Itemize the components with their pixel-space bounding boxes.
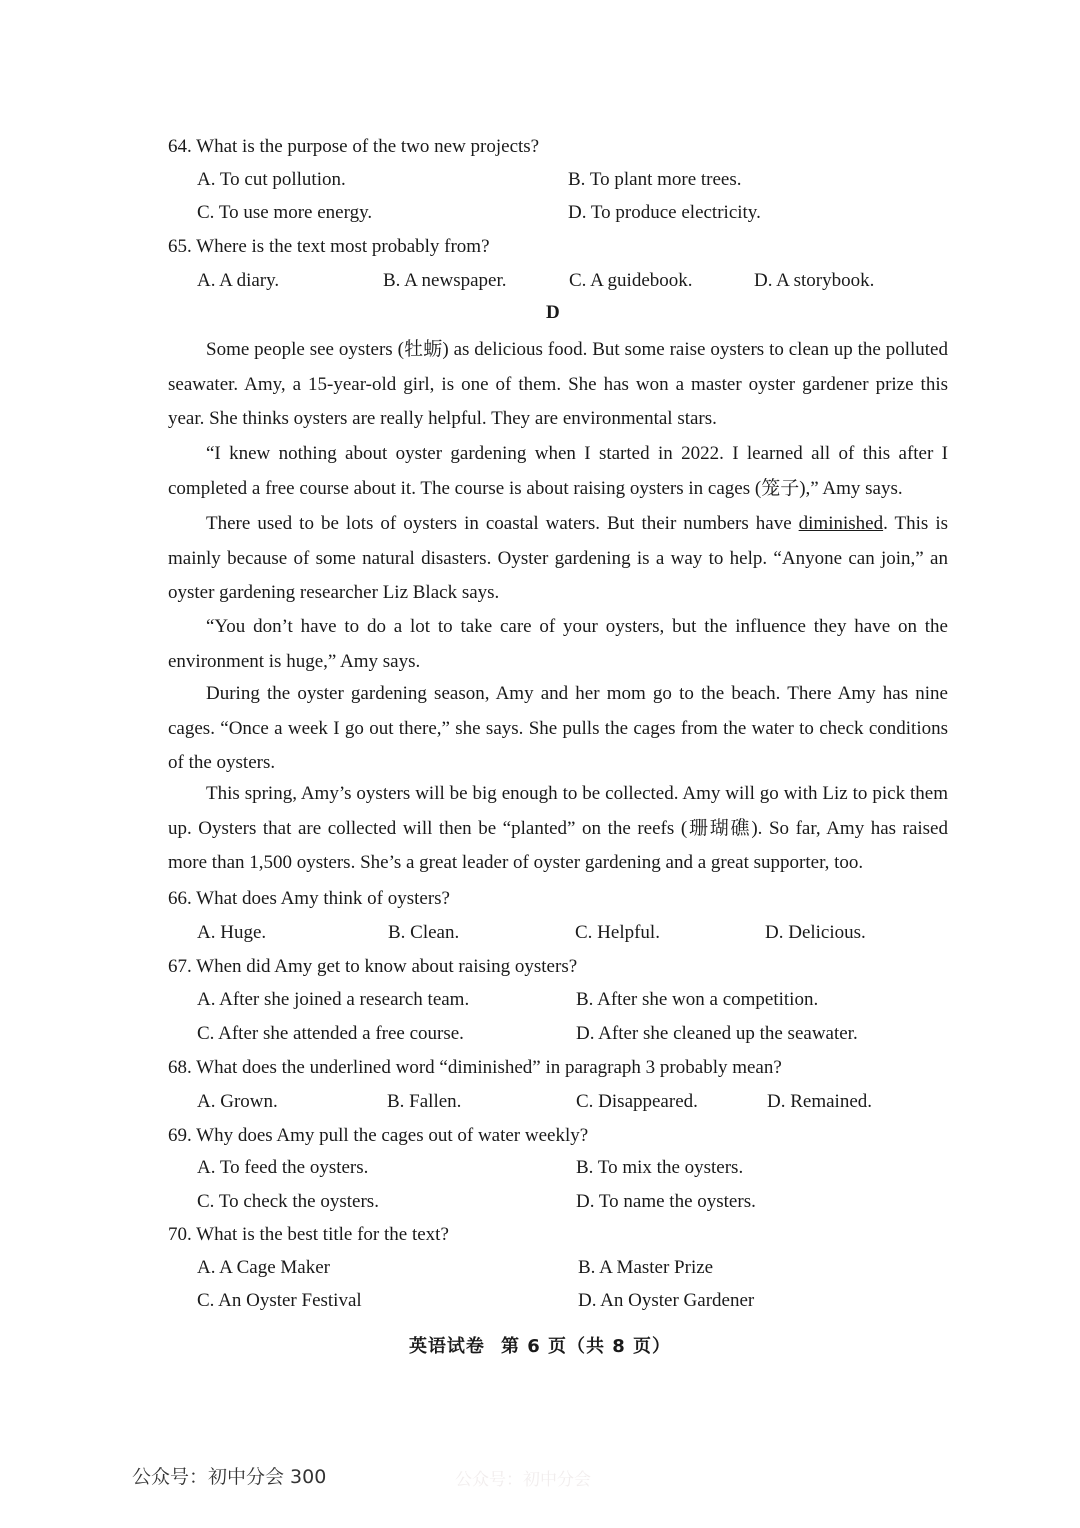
- q70-option-b: B. A Master Prize: [578, 1257, 714, 1278]
- q68-option-c: C. Disappeared.: [576, 1091, 698, 1112]
- footer-page-number: 第 6 页（共 8 页）: [500, 1336, 672, 1357]
- q67-option-c: C. After she attended a free course.: [197, 1023, 464, 1044]
- watermark-faint: 公众号：初中分会: [455, 1470, 591, 1490]
- passage-paragraph-6: This spring, Amy’s oysters will be big enough to be collected. Amy will go with Liz to pick them up. Oysters that are collected will then be “planted” on the reefs (珊瑚礁). So far, Amy has raised more than 1,500 oysters. She’s a great leader of oyster gardening and a great supporter, too.: [168, 783, 948, 873]
- footer-subject: 英语试卷: [408, 1336, 485, 1357]
- q64-option-d: D. To produce electricity.: [568, 202, 761, 223]
- question-66: 66. What does Amy think of oysters?: [168, 888, 450, 909]
- p3-text-after: . This is mainly because of some natural disasters. Oyster gardening is a way to help. “Anyone can join,” an oyster gardening researcher Liz Black says.: [168, 513, 948, 603]
- question-65: 65. Where is the text most probably from?: [168, 236, 490, 257]
- question-64: 64. What is the purpose of the two new projects?: [168, 136, 540, 157]
- q66-option-b: B. Clean.: [388, 922, 460, 943]
- q66-option-d: D. Delicious.: [765, 922, 866, 943]
- question-67: 67. When did Amy get to know about raising oysters?: [168, 956, 578, 977]
- passage-paragraph-4: “You don’t have to do a lot to take care of your oysters, but the influence they have on the environment is huge,” Amy says.: [168, 616, 948, 672]
- passage-paragraph-2: “I knew nothing about oyster gardening when I started in 2022. I learned all of this after I completed a free course about it. The course is about raising oysters in cages (笼子),” Amy says.: [168, 443, 948, 499]
- q64-option-a: A. To cut pollution.: [197, 169, 346, 190]
- q70-option-d: D. An Oyster Gardener: [578, 1290, 755, 1311]
- q66-option-c: C. Helpful.: [575, 922, 660, 943]
- q64-option-b: B. To plant more trees.: [568, 169, 742, 190]
- q65-option-c: C. A guidebook.: [569, 270, 693, 291]
- passage-paragraph-3: [168, 507, 948, 611]
- question-69: 69. Why does Amy pull the cages out of water weekly?: [168, 1125, 589, 1146]
- page-footer: [0, 1332, 1080, 1358]
- q65-option-b: B. A newspaper.: [383, 270, 507, 291]
- underlined-word: diminished: [798, 513, 884, 534]
- q64-option-c: C. To use more energy.: [197, 202, 373, 223]
- q69-option-b: B. To mix the oysters.: [576, 1157, 744, 1178]
- question-68: 68. What does the underlined word “diminished” in paragraph 3 probably mean?: [168, 1057, 782, 1078]
- section-heading: D: [546, 302, 560, 323]
- q68-option-d: D. Remained.: [767, 1091, 873, 1112]
- passage-paragraph-1: Some people see oysters (牡蛎) as delicious food. But some raise oysters to clean up the polluted seawater. Amy, a 15-year-old girl, is one of them. She has won a master oyster gardener prize this year. She thinks oysters are really helpful. They are environmental stars.: [168, 339, 948, 429]
- q69-option-c: C. To check the oysters.: [197, 1191, 379, 1212]
- q69-option-a: A. To feed the oysters.: [197, 1157, 369, 1178]
- q68-option-b: B. Fallen.: [387, 1091, 462, 1112]
- q67-option-a: A. After she joined a research team.: [197, 989, 470, 1010]
- q67-option-d: D. After she cleaned up the seawater.: [576, 1023, 858, 1044]
- passage-paragraph-5: During the oyster gardening season, Amy and her mom go to the beach. There Amy has nine cages. “Once a week I go out there,” she says. She pulls the cages from the water to check conditions of the oysters.: [168, 683, 948, 773]
- q66-option-a: A. Huge.: [197, 922, 267, 943]
- q67-option-b: B. After she won a competition.: [576, 989, 819, 1010]
- q65-option-d: D. A storybook.: [754, 270, 875, 291]
- q69-option-d: D. To name the oysters.: [576, 1191, 756, 1212]
- q68-option-a: A. Grown.: [197, 1091, 278, 1112]
- q65-option-a: A. A diary.: [197, 270, 280, 291]
- q70-option-c: C. An Oyster Festival: [197, 1290, 362, 1311]
- p3-text-before: There used to be lots of oysters in coastal waters. But their numbers have: [206, 513, 799, 534]
- watermark-account: 公众号：初中分会 300: [132, 1466, 327, 1488]
- q70-option-a: A. A Cage Maker: [197, 1257, 330, 1278]
- question-70: 70. What is the best title for the text?: [168, 1224, 449, 1245]
